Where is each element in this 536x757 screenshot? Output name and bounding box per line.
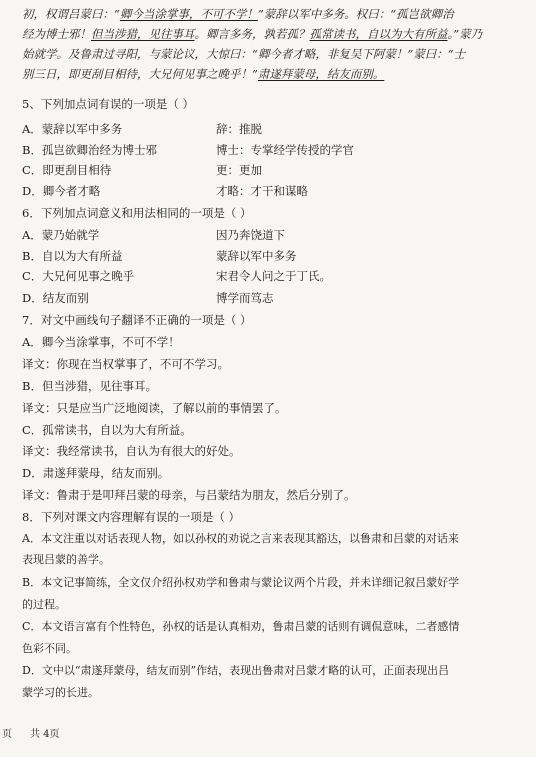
passage-line-3 [22, 46, 508, 62]
q6-option-c: C．大兄何见事之晚乎 [22, 269, 135, 283]
q6-option-b-pair: 蒙辞以军中多务 [216, 249, 297, 263]
q6-option-a-pair: 因乃奔饶道下 [216, 228, 285, 242]
passage-text: 别三日，即更刮目相待，大兄何见事之晚乎！” [22, 67, 258, 81]
q6-option-a: A．蒙乃始就学 [22, 228, 100, 242]
question-7-stem: 7．对文中画线句子翻译不正确的一项是（ ） [22, 313, 252, 327]
passage-text: ”蒙辞以军中多务。权曰：“孤岂欲卿治 [257, 7, 454, 21]
passage-text: 经为博士邪！ [22, 27, 91, 41]
underlined-sentence: 卿今当涂掌事，不可不学！ [119, 7, 258, 21]
q7-translation-d: 译文：鲁肃于是叩拜吕蒙的母亲，与吕蒙结为朋友，然后分别了。 [22, 488, 356, 502]
q7-option-d: D．肃遂拜蒙母，结友而别。 [22, 466, 170, 480]
q8-option-b-line-1: B．本文记事简练，全文仅介绍孙权劝学和鲁肃与蒙论议两个片段，并未详细记叙吕蒙好学 [22, 576, 460, 589]
question-6-stem: 6．下列加点词意义和用法相同的一项是（ ） [22, 206, 252, 220]
q7-translation-b: 译文：只是应当广泛地阅读，了解以前的事情罢了。 [22, 401, 287, 415]
q5-option-a: A．蒙辞以军中多务 [22, 122, 123, 136]
question-5-stem: 5、下列加点词有误的一项是（ ） [22, 97, 194, 111]
passage-line-4 [22, 66, 508, 82]
q7-option-c: C．孤常读书，自以为大有所益。 [22, 423, 192, 437]
underlined-sentence: 肃遂拜蒙母，结友而别。 [257, 67, 385, 81]
q5-option-b-gloss: 博士：专掌经学传授的学官 [216, 143, 354, 157]
q7-translation-a: 译文：你现在当权掌事了，不可不学习。 [22, 357, 229, 371]
footer-total-pages: 共 4页 [30, 729, 60, 740]
q6-option-d: D．结友而别 [22, 291, 89, 305]
underlined-sentence: 孤常读书，自以为大有所益 [309, 27, 448, 41]
q5-option-a-gloss: 辞：推脱 [216, 122, 262, 136]
q6-option-c-pair: 宋君令人问之于丁氏。 [216, 269, 331, 283]
passage-line-1 [22, 6, 508, 22]
question-8-stem: 8．下列对课文内容理解有误的一项是（ ） [22, 510, 240, 524]
q5-option-c: C．即更刮目相待 [22, 163, 112, 177]
q5-option-b: B．孤岂欲卿治经为博士邪 [22, 143, 157, 157]
q5-option-c-gloss: 更：更加 [216, 163, 262, 177]
passage-text: 初，权谓吕蒙曰：“ [22, 7, 120, 21]
q8-option-a-line-2: 表现吕蒙的善学。 [22, 553, 110, 566]
q8-option-b-line-2: 的过程。 [22, 598, 66, 611]
q7-translation-c: 译文：我经常读书，自认为有很大的好处。 [22, 444, 241, 458]
q8-option-c-line-2: 色彩不同。 [22, 642, 77, 655]
passage-text: 。卿言多务，孰若孤？ [194, 27, 310, 41]
passage-text: 。”蒙乃 [447, 27, 483, 41]
q8-option-a-line-1: A．本文注重以对话表现人物，如以孙权的劝说之言来表现其豁达，以鲁肃和吕蒙的对话来 [22, 532, 459, 545]
q8-option-c-line-1: C．本文语言富有个性特色，孙权的话是认真相劝，鲁肃吕蒙的话则有调侃意味，二者感情 [22, 620, 460, 633]
passage-text: 始就学。及鲁肃过寻阳，与蒙论议，大惊曰：“卿今者才略，非复吴下阿蒙！”蒙曰：“士 [22, 47, 466, 61]
q8-option-d-line-1: D．文中以“肃遂拜蒙母，结友而别”作结，表现出鲁肃对吕蒙才略的认可，正面表现出吕 [22, 664, 450, 677]
q6-option-d-pair: 博学而笃志 [216, 291, 274, 305]
q6-option-b: B．自以为大有所益 [22, 249, 123, 263]
q7-option-a: A．卿今当涂掌事，不可不学！ [22, 335, 180, 349]
q7-option-b: B．但当涉猎，见往事耳。 [22, 379, 157, 393]
underlined-sentence: 但当涉猎，见往事耳 [91, 27, 195, 41]
q5-option-d: D．卿今者才略 [22, 184, 101, 198]
footer-page-label: 页 [2, 729, 12, 740]
passage-line-2 [22, 26, 508, 42]
q8-option-d-line-2: 蒙学习的长进。 [22, 686, 99, 699]
q5-option-d-gloss: 才略：才干和谋略 [216, 184, 308, 198]
